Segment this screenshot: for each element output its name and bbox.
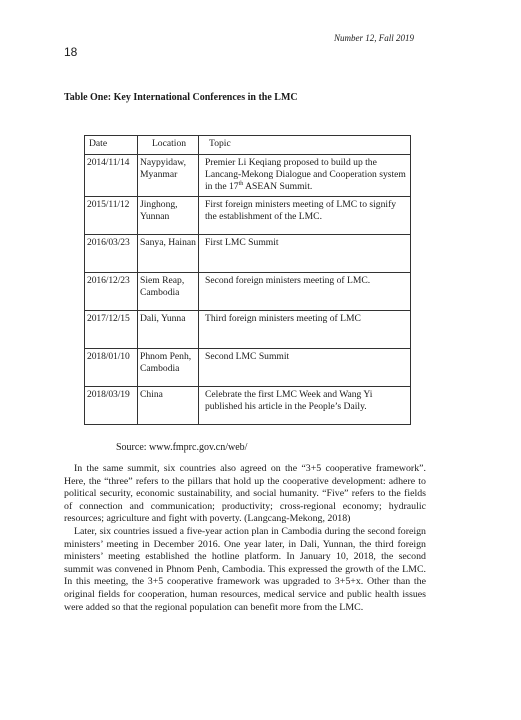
- cell-location: China: [138, 387, 199, 425]
- cell-date: 2017/12/15: [85, 311, 138, 349]
- paragraph: In the same summit, six countries also agreed on the “3+5 cooperative framework”. Here, the “three” refers to the pillars that hold up the cooperative development: adhere to political security, economic sustainability, and social humanity. “Five” refers to the fields of connection and communication; productivity; cross-regional economy; hydraulic resources; agriculture and fight with poverty. (Langcang-Mekong, 2018): [64, 463, 426, 525]
- table-row: [85, 387, 411, 425]
- cell-topic: First LMC Summit: [199, 235, 411, 273]
- cell-topic: Third foreign ministers meeting of LMC: [199, 311, 411, 349]
- table-row: [85, 311, 411, 349]
- cell-date: 2016/12/23: [85, 273, 138, 311]
- table-title: Table One: Key International Conferences in the LMC: [64, 92, 298, 103]
- cell-topic: Second LMC Summit: [199, 349, 411, 387]
- table-row: [85, 349, 411, 387]
- cell-date: 2014/11/14: [85, 155, 138, 197]
- column-header-location: Location: [138, 136, 199, 155]
- cell-topic-tail: ASEAN Summit.: [243, 181, 313, 192]
- page-number: 18: [64, 45, 78, 59]
- paragraph: Later, six countries issued a five-year action plan in Cambodia during the second foreign ministers’ meeting in December 2016. One year later, in Dali, Yunnan, the third foreign ministers’ meeting established the hotline platform. In January 10, 2018, the second summit was convened in Phnom Penh, Cambodia. This expressed the growth of the LMC. In this meeting, the 3+5 cooperative framework was upgraded to 3+5+x. Other than the original fields for cooperation, human resources, medical service and public health issues were added so that the regional population can benefit more from the LMC.: [64, 525, 426, 613]
- table-header-row: [85, 136, 411, 155]
- body-text: [64, 463, 426, 614]
- cell-date: 2018/03/19: [85, 387, 138, 425]
- table-row: [85, 235, 411, 273]
- cell-location: Naypyidaw, Myanmar: [138, 155, 199, 197]
- table-row: [85, 155, 411, 197]
- conferences-table: [84, 135, 411, 425]
- ordinal-suffix: th: [238, 180, 244, 187]
- table-source: Source: www.fmprc.gov.cn/web/: [116, 442, 248, 453]
- column-header-date: Date: [85, 136, 138, 155]
- cell-location: Dali, Yunna: [138, 311, 199, 349]
- cell-location: Phnom Penh, Cambodia: [138, 349, 199, 387]
- cell-topic: Second foreign ministers meeting of LMC.: [199, 273, 411, 311]
- cell-topic-text: Premier Li Keqiang proposed to build up the Lancang-Mekong Dialogue and Cooperation system in the 17: [205, 157, 406, 192]
- cell-location: Jinghong, Yunnan: [138, 197, 199, 235]
- running-head: Number 12, Fall 2019: [334, 33, 414, 43]
- cell-date: 2015/11/12: [85, 197, 138, 235]
- column-header-topic: Topic: [199, 136, 411, 155]
- cell-location: Sanya, Hainan: [138, 235, 199, 273]
- cell-date: 2016/03/23: [85, 235, 138, 273]
- cell-location: Siem Reap, Cambodia: [138, 273, 199, 311]
- cell-date: 2018/01/10: [85, 349, 138, 387]
- cell-topic: [199, 155, 411, 197]
- cell-topic: Celebrate the first LMC Week and Wang Yi published his article in the People’s Daily.: [199, 387, 411, 425]
- cell-topic: First foreign ministers meeting of LMC to signify the establishment of the LMC.: [199, 197, 411, 235]
- table-row: [85, 197, 411, 235]
- table-row: [85, 273, 411, 311]
